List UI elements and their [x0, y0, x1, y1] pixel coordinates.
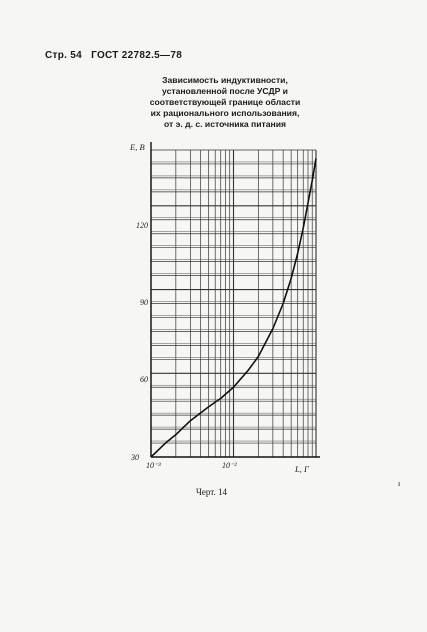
- x-tick-label: 10⁻²: [222, 461, 237, 470]
- margin-mark: ı: [398, 479, 401, 488]
- page-number: Стр. 54: [45, 50, 83, 61]
- y-tick-label: 90: [140, 298, 148, 307]
- standard-code: ГОСТ 22782.5—78: [91, 50, 183, 61]
- chart-title-line: их рационального использования,: [150, 108, 300, 118]
- chart-title-line: Зависимость индуктивности,: [162, 75, 288, 85]
- chart-title-line: от э. д. с. источника питания: [163, 119, 286, 129]
- y-tick-label: 120: [136, 221, 148, 230]
- figure-caption: Черт. 14: [196, 487, 227, 497]
- chart-title-line: соответствующей границе области: [149, 97, 301, 107]
- x-tick-label: 10⁻³: [146, 461, 161, 470]
- y-tick-label: 30: [131, 453, 139, 462]
- x-axis-label: L, Г: [295, 464, 309, 474]
- y-tick-label: 60: [140, 375, 148, 384]
- y-axis-label: E, В: [130, 142, 145, 152]
- chart-title-line: установленной после УСДР и: [162, 86, 288, 96]
